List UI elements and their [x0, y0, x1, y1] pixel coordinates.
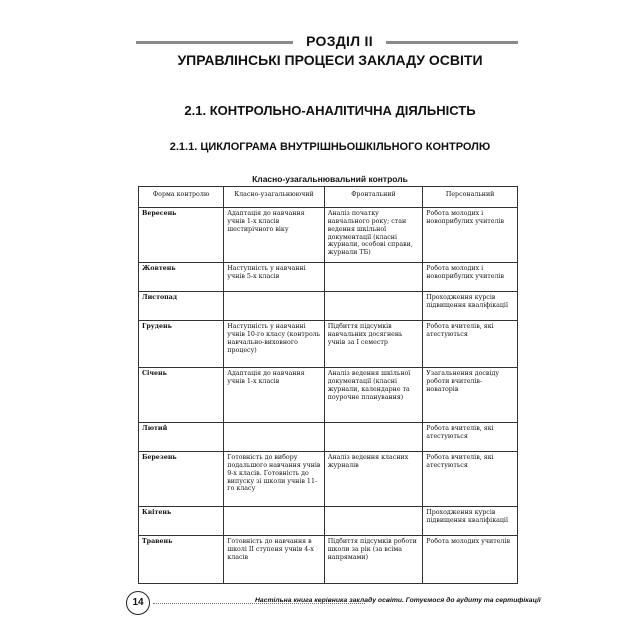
- class-control-cell: [224, 292, 324, 321]
- column-header: Класно-узагальнюючий: [224, 187, 324, 208]
- table-caption: Класно-узагальнювальний контроль: [252, 174, 408, 184]
- frontal-control-cell: Підбиття підсумків навчальних досягнень учнів за І семестр: [324, 321, 423, 368]
- table-row: [139, 536, 518, 584]
- table-row: [139, 507, 518, 536]
- personal-control-cell: Робота молодих учителів: [423, 536, 518, 584]
- section-label: РОЗДІЛ ІІ: [306, 33, 373, 49]
- class-control-cell: Адаптація до навчання учнів 1-х класів: [224, 368, 324, 423]
- header-rule-left: [136, 41, 293, 44]
- frontal-control-cell: Аналіз початку навчального року; стан ведення шкільної документації (класні журнали, особові справи, журнали ТБ): [324, 208, 423, 263]
- table-row: [139, 321, 518, 368]
- class-control-cell: [224, 507, 324, 536]
- month-cell: Вересень: [139, 208, 224, 263]
- class-control-cell: Адаптація до навчання учнів 1-х класів шестирічного віку: [224, 208, 324, 263]
- table-row: [139, 263, 518, 292]
- frontal-control-cell: Аналіз ведення шкільної документації (класні журнали, календарне та поурочне планування): [324, 368, 423, 423]
- control-cyclogram-table: [138, 186, 518, 584]
- column-header: Персональний: [423, 187, 518, 208]
- personal-control-cell: Робота молодих і новоприбулих учителів: [423, 263, 518, 292]
- class-control-cell: [224, 423, 324, 452]
- month-cell: Травень: [139, 536, 224, 584]
- column-header: Фронтальний: [324, 187, 423, 208]
- table-row: [139, 208, 518, 263]
- section-title: УПРАВЛІНСЬКІ ПРОЦЕСИ ЗАКЛАДУ ОСВІТИ: [177, 52, 483, 68]
- subsection-heading: 2.1. КОНТРОЛЬНО-АНАЛІТИЧНА ДІЯЛЬНІСТЬ: [184, 103, 476, 118]
- month-cell: Квітень: [139, 507, 224, 536]
- personal-control-cell: Проходження курсів підвищення кваліфікації: [423, 507, 518, 536]
- personal-control-cell: Робота вчителів, які атестуються: [423, 452, 518, 507]
- class-control-cell: Готовність до вибору подальшого навчання учнів 9-х класів. Готовність до випуску зі школи учнів 11-го класу: [224, 452, 324, 507]
- frontal-control-cell: Підбиття підсумків роботи школи за рік (за всіма напрямами): [324, 536, 423, 584]
- month-cell: Грудень: [139, 321, 224, 368]
- table-header-row: [139, 187, 518, 208]
- month-cell: Жовтень: [139, 263, 224, 292]
- month-cell: Лютий: [139, 423, 224, 452]
- frontal-control-cell: Аналіз ведення класних журналів: [324, 452, 423, 507]
- frontal-control-cell: [324, 507, 423, 536]
- month-cell: Березень: [139, 452, 224, 507]
- personal-control-cell: Узагальнення досвіду роботи вчителів-новаторів: [423, 368, 518, 423]
- personal-control-cell: Робота молодих і новоприбулих учителів: [423, 208, 518, 263]
- class-control-cell: Наступність у навчанні учнів 5-х класів: [224, 263, 324, 292]
- month-cell: Листопад: [139, 292, 224, 321]
- table-row: [139, 423, 518, 452]
- frontal-control-cell: [324, 263, 423, 292]
- frontal-control-cell: [324, 292, 423, 321]
- footer-book-title: Настільна книга керівника закладу освіти. Готуємося до аудиту та сертифікації: [255, 597, 541, 604]
- table-row: [139, 292, 518, 321]
- frontal-control-cell: [324, 423, 423, 452]
- table-row: [139, 368, 518, 423]
- header-rule-right: [386, 41, 518, 44]
- page-number: 14: [126, 591, 150, 615]
- personal-control-cell: Проходження курсів підвищення кваліфікації: [423, 292, 518, 321]
- personal-control-cell: Робота вчителів, які атестуються: [423, 321, 518, 368]
- class-control-cell: Наступність у навчанні учнів 10-го класу (контроль навчально-виховного процесу): [224, 321, 324, 368]
- month-cell: Січень: [139, 368, 224, 423]
- table-row: [139, 452, 518, 507]
- personal-control-cell: Робота вчителів, які атестуються: [423, 423, 518, 452]
- subsubsection-heading: 2.1.1. ЦИКЛОГРАМА ВНУТРІШНЬОШКІЛЬНОГО КОНТРОЛЮ: [169, 141, 491, 153]
- class-control-cell: Готовність до навчання в школі ІІ ступеня учнів 4-х класів: [224, 536, 324, 584]
- column-header: Форма контролю: [139, 187, 224, 208]
